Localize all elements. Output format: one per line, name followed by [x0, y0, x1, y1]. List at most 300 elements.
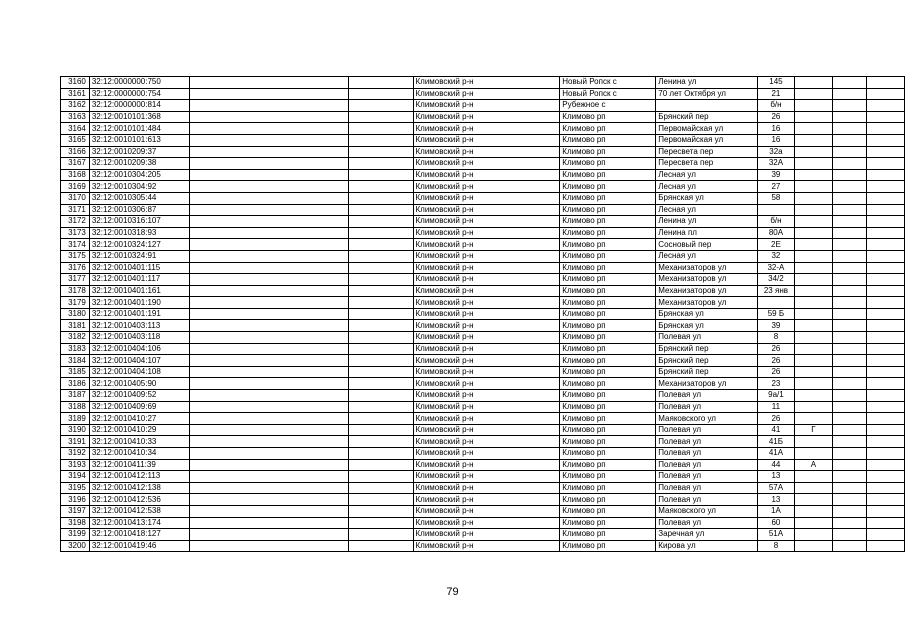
district-cell: Климовский р-н — [413, 100, 560, 112]
row-number-cell: 3175 — [61, 250, 90, 262]
locality-cell: Климово рп — [560, 355, 656, 367]
locality-cell: Климово рп — [560, 297, 656, 309]
empty-cell — [832, 540, 866, 552]
locality-cell: Климово рп — [560, 436, 656, 448]
district-cell: Климовский р-н — [413, 274, 560, 286]
street-cell: Маяковского ул — [656, 505, 757, 517]
page-number: 79 — [446, 586, 459, 598]
table-row — [61, 285, 905, 297]
table-row — [61, 123, 905, 135]
house-number-cell: 58 — [757, 192, 795, 204]
empty-cell — [832, 285, 866, 297]
table-row — [61, 134, 905, 146]
table-row — [61, 250, 905, 262]
house-number-cell: 51А — [757, 529, 795, 541]
cadastral-number-cell: 32:12:0010101:484 — [89, 123, 189, 135]
district-cell: Климовский р-н — [413, 192, 560, 204]
house-number-cell: 60 — [757, 517, 795, 529]
empty-cell — [832, 436, 866, 448]
table-row — [61, 297, 905, 309]
table-row — [61, 343, 905, 355]
empty-cell — [190, 436, 349, 448]
street-cell: Пересвета пер — [656, 146, 757, 158]
building-letter-cell — [795, 540, 832, 552]
locality-cell: Климово рп — [560, 181, 656, 193]
locality-cell: Новый Ропск с — [560, 77, 656, 89]
empty-cell — [349, 320, 413, 332]
empty-cell — [866, 134, 904, 146]
locality-cell: Климово рп — [560, 448, 656, 460]
empty-cell — [832, 448, 866, 460]
building-letter-cell — [795, 204, 832, 216]
empty-cell — [349, 390, 413, 402]
empty-cell — [190, 529, 349, 541]
street-cell: Полевая ул — [656, 401, 757, 413]
empty-cell — [832, 401, 866, 413]
house-number-cell: 11 — [757, 401, 795, 413]
locality-cell: Климово рп — [560, 262, 656, 274]
empty-cell — [190, 262, 349, 274]
building-letter-cell — [795, 158, 832, 170]
row-number-cell: 3199 — [61, 529, 90, 541]
empty-cell — [832, 227, 866, 239]
street-cell: Брянская ул — [656, 320, 757, 332]
building-letter-cell — [795, 390, 832, 402]
cadastral-number-cell: 32:12:0010318:93 — [89, 227, 189, 239]
empty-cell — [832, 471, 866, 483]
cadastral-number-cell: 32:12:0010410:27 — [89, 413, 189, 425]
empty-cell — [349, 123, 413, 135]
table-row — [61, 204, 905, 216]
empty-cell — [349, 471, 413, 483]
table-row — [61, 146, 905, 158]
row-number-cell: 3190 — [61, 424, 90, 436]
row-number-cell: 3181 — [61, 320, 90, 332]
building-letter-cell — [795, 146, 832, 158]
locality-cell: Климово рп — [560, 471, 656, 483]
house-number-cell: 8 — [757, 540, 795, 552]
locality-cell: Климово рп — [560, 320, 656, 332]
locality-cell: Новый Ропск с — [560, 88, 656, 100]
building-letter-cell — [795, 378, 832, 390]
building-letter-cell — [795, 111, 832, 123]
empty-cell — [832, 390, 866, 402]
building-letter-cell — [795, 100, 832, 112]
table-row — [61, 378, 905, 390]
empty-cell — [832, 505, 866, 517]
street-cell: Лесная ул — [656, 181, 757, 193]
house-number-cell: 41А — [757, 448, 795, 460]
building-letter-cell — [795, 285, 832, 297]
cadastral-number-cell: 32:12:0010324:127 — [89, 239, 189, 251]
street-cell: Заречная ул — [656, 529, 757, 541]
house-number-cell: 21 — [757, 88, 795, 100]
register-table-body — [61, 77, 905, 552]
house-number-cell — [757, 297, 795, 309]
cadastral-number-cell: 32:12:0010418:127 — [89, 529, 189, 541]
empty-cell — [832, 343, 866, 355]
building-letter-cell — [795, 332, 832, 344]
empty-cell — [832, 482, 866, 494]
district-cell: Климовский р-н — [413, 436, 560, 448]
building-letter-cell — [795, 169, 832, 181]
house-number-cell: 32-А — [757, 262, 795, 274]
locality-cell: Климово рп — [560, 192, 656, 204]
house-number-cell: 57А — [757, 482, 795, 494]
empty-cell — [349, 77, 413, 89]
district-cell: Климовский р-н — [413, 366, 560, 378]
empty-cell — [832, 517, 866, 529]
cadastral-number-cell: 32:12:0010403:118 — [89, 332, 189, 344]
row-number-cell: 3193 — [61, 459, 90, 471]
empty-cell — [866, 216, 904, 228]
empty-cell — [832, 181, 866, 193]
table-row — [61, 471, 905, 483]
street-cell: Механизаторов ул — [656, 378, 757, 390]
district-cell: Климовский р-н — [413, 239, 560, 251]
row-number-cell: 3163 — [61, 111, 90, 123]
empty-cell — [349, 308, 413, 320]
empty-cell — [349, 343, 413, 355]
row-number-cell: 3167 — [61, 158, 90, 170]
cadastral-number-cell: 32:12:0000000:750 — [89, 77, 189, 89]
cadastral-number-cell: 32:12:0010410:29 — [89, 424, 189, 436]
empty-cell — [349, 274, 413, 286]
building-letter-cell — [795, 471, 832, 483]
empty-cell — [190, 239, 349, 251]
empty-cell — [349, 413, 413, 425]
empty-cell — [866, 436, 904, 448]
district-cell: Климовский р-н — [413, 285, 560, 297]
empty-cell — [866, 77, 904, 89]
table-row — [61, 390, 905, 402]
table-row — [61, 424, 905, 436]
locality-cell: Климово рп — [560, 250, 656, 262]
cadastral-number-cell: 32:12:0010404:108 — [89, 366, 189, 378]
street-cell: Кирова ул — [656, 540, 757, 552]
empty-cell — [832, 494, 866, 506]
locality-cell: Климово рп — [560, 227, 656, 239]
building-letter-cell — [795, 494, 832, 506]
house-number-cell — [757, 204, 795, 216]
empty-cell — [349, 111, 413, 123]
table-row — [61, 436, 905, 448]
row-number-cell: 3166 — [61, 146, 90, 158]
empty-cell — [349, 216, 413, 228]
empty-cell — [349, 88, 413, 100]
empty-cell — [349, 529, 413, 541]
district-cell: Климовский р-н — [413, 517, 560, 529]
building-letter-cell — [795, 401, 832, 413]
street-cell: Полевая ул — [656, 448, 757, 460]
locality-cell: Климово рп — [560, 169, 656, 181]
building-letter-cell — [795, 320, 832, 332]
row-number-cell: 3195 — [61, 482, 90, 494]
street-cell: Полевая ул — [656, 482, 757, 494]
district-cell: Климовский р-н — [413, 529, 560, 541]
empty-cell — [832, 169, 866, 181]
house-number-cell: 41 — [757, 424, 795, 436]
row-number-cell: 3172 — [61, 216, 90, 228]
empty-cell — [190, 274, 349, 286]
street-cell: Ленина пл — [656, 227, 757, 239]
street-cell: Полевая ул — [656, 459, 757, 471]
district-cell: Климовский р-н — [413, 146, 560, 158]
table-row — [61, 77, 905, 89]
house-number-cell: б/н — [757, 216, 795, 228]
locality-cell: Климово рп — [560, 424, 656, 436]
row-number-cell: 3192 — [61, 448, 90, 460]
table-row — [61, 239, 905, 251]
empty-cell — [190, 100, 349, 112]
row-number-cell: 3196 — [61, 494, 90, 506]
cadastral-number-cell: 32:12:0010410:34 — [89, 448, 189, 460]
street-cell: Брянский пер — [656, 343, 757, 355]
empty-cell — [866, 274, 904, 286]
district-cell: Климовский р-н — [413, 250, 560, 262]
district-cell: Климовский р-н — [413, 227, 560, 239]
empty-cell — [866, 88, 904, 100]
table-row — [61, 308, 905, 320]
empty-cell — [866, 262, 904, 274]
empty-cell — [349, 250, 413, 262]
district-cell: Климовский р-н — [413, 471, 560, 483]
house-number-cell: 34/2 — [757, 274, 795, 286]
street-cell: Ленина ул — [656, 77, 757, 89]
table-row — [61, 332, 905, 344]
street-cell: Механизаторов ул — [656, 297, 757, 309]
row-number-cell: 3169 — [61, 181, 90, 193]
empty-cell — [866, 448, 904, 460]
cadastral-number-cell: 32:12:0010316:107 — [89, 216, 189, 228]
street-cell: Лесная ул — [656, 169, 757, 181]
empty-cell — [866, 424, 904, 436]
house-number-cell: 32А — [757, 158, 795, 170]
empty-cell — [190, 204, 349, 216]
empty-cell — [349, 181, 413, 193]
empty-cell — [866, 239, 904, 251]
register-table-container — [60, 76, 905, 552]
empty-cell — [866, 227, 904, 239]
empty-cell — [349, 401, 413, 413]
street-cell: Сосновый пер — [656, 239, 757, 251]
building-letter-cell — [795, 343, 832, 355]
empty-cell — [349, 482, 413, 494]
empty-cell — [190, 505, 349, 517]
row-number-cell: 3182 — [61, 332, 90, 344]
house-number-cell: 80А — [757, 227, 795, 239]
locality-cell: Климово рп — [560, 390, 656, 402]
house-number-cell: 41Б — [757, 436, 795, 448]
empty-cell — [190, 111, 349, 123]
district-cell: Климовский р-н — [413, 390, 560, 402]
empty-cell — [190, 169, 349, 181]
empty-cell — [866, 123, 904, 135]
empty-cell — [832, 262, 866, 274]
row-number-cell: 3179 — [61, 297, 90, 309]
street-cell: Брянский пер — [656, 111, 757, 123]
empty-cell — [190, 123, 349, 135]
district-cell: Климовский р-н — [413, 262, 560, 274]
empty-cell — [190, 448, 349, 460]
empty-cell — [349, 158, 413, 170]
empty-cell — [866, 413, 904, 425]
house-number-cell: 9а/1 — [757, 390, 795, 402]
table-row — [61, 529, 905, 541]
cadastral-number-cell: 32:12:0010209:37 — [89, 146, 189, 158]
empty-cell — [349, 436, 413, 448]
house-number-cell: 39 — [757, 169, 795, 181]
row-number-cell: 3183 — [61, 343, 90, 355]
empty-cell — [832, 88, 866, 100]
locality-cell: Климово рп — [560, 517, 656, 529]
building-letter-cell — [795, 366, 832, 378]
district-cell: Климовский р-н — [413, 505, 560, 517]
row-number-cell: 3164 — [61, 123, 90, 135]
empty-cell — [349, 505, 413, 517]
empty-cell — [190, 308, 349, 320]
empty-cell — [832, 529, 866, 541]
house-number-cell: 13 — [757, 471, 795, 483]
cadastral-number-cell: 32:12:0010409:52 — [89, 390, 189, 402]
street-cell: Маяковского ул — [656, 413, 757, 425]
empty-cell — [866, 181, 904, 193]
street-cell: Пересвета пер — [656, 158, 757, 170]
locality-cell: Климово рп — [560, 401, 656, 413]
house-number-cell: б/н — [757, 100, 795, 112]
empty-cell — [832, 77, 866, 89]
empty-cell — [832, 413, 866, 425]
building-letter-cell — [795, 239, 832, 251]
building-letter-cell — [795, 505, 832, 517]
empty-cell — [832, 123, 866, 135]
locality-cell: Рубежное с — [560, 100, 656, 112]
row-number-cell: 3197 — [61, 505, 90, 517]
house-number-cell: 16 — [757, 123, 795, 135]
table-row — [61, 262, 905, 274]
building-letter-cell — [795, 355, 832, 367]
empty-cell — [190, 355, 349, 367]
empty-cell — [832, 158, 866, 170]
district-cell: Климовский р-н — [413, 424, 560, 436]
building-letter-cell — [795, 192, 832, 204]
house-number-cell: 44 — [757, 459, 795, 471]
house-number-cell: 145 — [757, 77, 795, 89]
locality-cell: Климово рп — [560, 204, 656, 216]
table-row — [61, 401, 905, 413]
empty-cell — [832, 204, 866, 216]
empty-cell — [349, 146, 413, 158]
empty-cell — [349, 285, 413, 297]
building-letter-cell — [795, 517, 832, 529]
empty-cell — [832, 297, 866, 309]
row-number-cell: 3198 — [61, 517, 90, 529]
building-letter-cell — [795, 308, 832, 320]
table-row — [61, 355, 905, 367]
empty-cell — [832, 378, 866, 390]
cadastral-number-cell: 32:12:0010401:115 — [89, 262, 189, 274]
street-cell: Лесная ул — [656, 204, 757, 216]
table-row — [61, 482, 905, 494]
district-cell: Климовский р-н — [413, 169, 560, 181]
empty-cell — [190, 146, 349, 158]
empty-cell — [832, 308, 866, 320]
row-number-cell: 3162 — [61, 100, 90, 112]
street-cell: Лесная ул — [656, 250, 757, 262]
row-number-cell: 3176 — [61, 262, 90, 274]
street-cell: Полевая ул — [656, 517, 757, 529]
empty-cell — [866, 250, 904, 262]
row-number-cell: 3188 — [61, 401, 90, 413]
empty-cell — [832, 424, 866, 436]
house-number-cell: 1А — [757, 505, 795, 517]
cadastral-number-cell: 32:12:0010304:92 — [89, 181, 189, 193]
house-number-cell: 26 — [757, 366, 795, 378]
cadastral-number-cell: 32:12:0010412:113 — [89, 471, 189, 483]
empty-cell — [866, 158, 904, 170]
building-letter-cell — [795, 181, 832, 193]
empty-cell — [866, 308, 904, 320]
district-cell: Климовский р-н — [413, 343, 560, 355]
row-number-cell: 3184 — [61, 355, 90, 367]
table-row — [61, 448, 905, 460]
empty-cell — [349, 424, 413, 436]
district-cell: Климовский р-н — [413, 459, 560, 471]
empty-cell — [832, 366, 866, 378]
empty-cell — [349, 227, 413, 239]
district-cell: Климовский р-н — [413, 123, 560, 135]
district-cell: Климовский р-н — [413, 355, 560, 367]
street-cell: Механизаторов ул — [656, 274, 757, 286]
district-cell: Климовский р-н — [413, 320, 560, 332]
street-cell: Полевая ул — [656, 494, 757, 506]
locality-cell: Климово рп — [560, 216, 656, 228]
table-row — [61, 111, 905, 123]
cadastral-number-cell: 32:12:0010412:536 — [89, 494, 189, 506]
row-number-cell: 3180 — [61, 308, 90, 320]
empty-cell — [832, 320, 866, 332]
district-cell: Климовский р-н — [413, 111, 560, 123]
table-row — [61, 192, 905, 204]
empty-cell — [190, 88, 349, 100]
empty-cell — [349, 204, 413, 216]
building-letter-cell — [795, 413, 832, 425]
empty-cell — [832, 250, 866, 262]
cadastral-number-cell: 32:12:0010101:368 — [89, 111, 189, 123]
cadastral-number-cell: 32:12:0010404:106 — [89, 343, 189, 355]
street-cell: Ленина ул — [656, 216, 757, 228]
table-row — [61, 158, 905, 170]
empty-cell — [866, 146, 904, 158]
district-cell: Климовский р-н — [413, 134, 560, 146]
street-cell — [656, 100, 757, 112]
locality-cell: Климово рп — [560, 540, 656, 552]
cadastral-number-cell: 32:12:0010209:38 — [89, 158, 189, 170]
street-cell: Полевая ул — [656, 424, 757, 436]
street-cell: Брянская ул — [656, 308, 757, 320]
empty-cell — [190, 540, 349, 552]
locality-cell: Климово рп — [560, 239, 656, 251]
empty-cell — [349, 378, 413, 390]
district-cell: Климовский р-н — [413, 216, 560, 228]
empty-cell — [866, 297, 904, 309]
locality-cell: Климово рп — [560, 494, 656, 506]
cadastral-number-cell: 32:12:0010413:174 — [89, 517, 189, 529]
table-row — [61, 517, 905, 529]
table-row — [61, 100, 905, 112]
empty-cell — [190, 77, 349, 89]
empty-cell — [190, 250, 349, 262]
